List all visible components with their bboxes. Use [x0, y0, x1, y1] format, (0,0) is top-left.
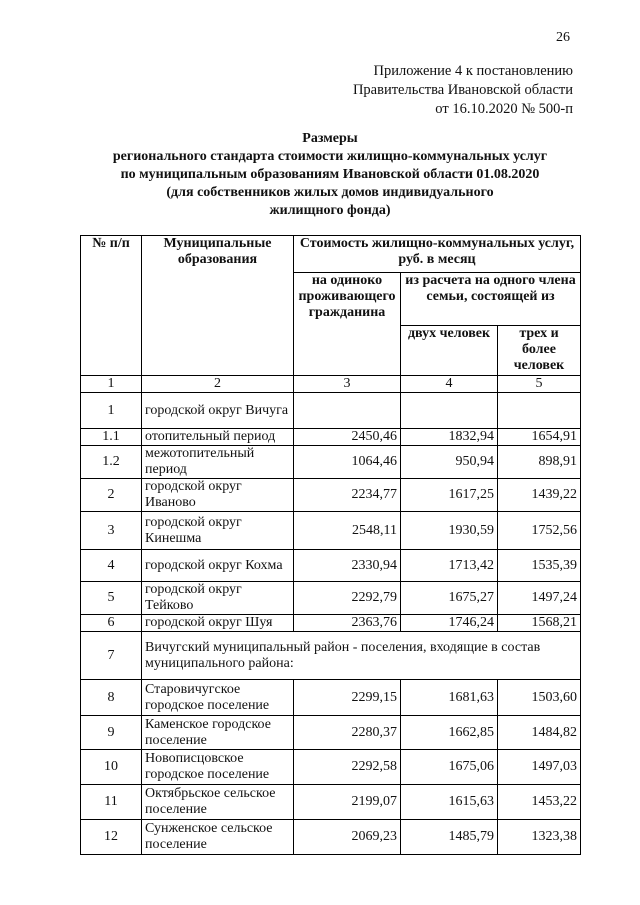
table-row — [81, 680, 581, 716]
header-single: на одиноко проживающего гражданина — [294, 273, 401, 376]
cost-single — [294, 393, 401, 429]
cost-two: 950,94 — [401, 446, 498, 479]
row-number: 10 — [81, 750, 142, 785]
cost-single: 2199,07 — [294, 785, 401, 820]
table-row — [81, 716, 581, 750]
title-line: регионального стандарта стоимости жилищно-коммунальных услуг — [112, 149, 548, 164]
table-row — [81, 446, 581, 479]
cost-three-plus: 1654,91 — [498, 429, 581, 446]
table-row — [81, 550, 581, 582]
cost-two — [401, 393, 498, 429]
page-number: 26 — [556, 30, 570, 45]
table-row — [81, 632, 581, 680]
municipality-name: городской округ Шуя — [142, 615, 294, 632]
cost-three-plus: 1453,22 — [498, 785, 581, 820]
header-num: № п/п — [81, 236, 142, 376]
cost-three-plus — [498, 393, 581, 429]
municipality-name: отопительный период — [142, 429, 294, 446]
table-row — [81, 750, 581, 785]
cost-single: 2450,46 — [294, 429, 401, 446]
municipality-name: Сунженское сельское поселение — [142, 820, 294, 855]
cost-two: 1832,94 — [401, 429, 498, 446]
row-number: 1.1 — [81, 429, 142, 446]
row-number: 8 — [81, 680, 142, 716]
table-row — [81, 429, 581, 446]
row-number: 4 — [81, 550, 142, 582]
cost-two: 1675,27 — [401, 582, 498, 615]
cost-two: 1746,24 — [401, 615, 498, 632]
cost-three-plus: 1484,82 — [498, 716, 581, 750]
table-row — [81, 393, 581, 429]
cost-two: 1681,63 — [401, 680, 498, 716]
header-three-plus: трех и более человек — [498, 326, 581, 376]
table-row — [81, 615, 581, 632]
cost-two: 1615,63 — [401, 785, 498, 820]
row-number: 9 — [81, 716, 142, 750]
municipality-name: межотопительный период — [142, 446, 294, 479]
row-number: 5 — [81, 582, 142, 615]
municipality-name: городской округ Кохма — [142, 550, 294, 582]
document-title — [60, 130, 600, 220]
cost-three-plus: 1497,03 — [498, 750, 581, 785]
cost-single: 2280,37 — [294, 716, 401, 750]
table-row — [81, 479, 581, 512]
municipality-name: городской округ Вичуга — [142, 393, 294, 429]
header-municipality: Муниципальные образования — [142, 236, 294, 376]
appendix-note — [253, 62, 573, 119]
row-number: 6 — [81, 615, 142, 632]
municipality-name: Новописцовское городское поселение — [142, 750, 294, 785]
row-number: 2 — [81, 479, 142, 512]
cost-three-plus: 1503,60 — [498, 680, 581, 716]
title-line: (для собственников жилых домов индивидуального — [166, 185, 494, 200]
cost-two: 1930,59 — [401, 512, 498, 550]
municipality-name: городской округ Иваново — [142, 479, 294, 512]
cost-three-plus: 898,91 — [498, 446, 581, 479]
cost-single: 2548,11 — [294, 512, 401, 550]
row-number: 7 — [81, 632, 142, 680]
table-row — [81, 820, 581, 855]
cost-three-plus: 1535,39 — [498, 550, 581, 582]
cost-single: 2069,23 — [294, 820, 401, 855]
title-line: Размеры — [302, 131, 358, 146]
cost-two: 1713,42 — [401, 550, 498, 582]
column-number: 4 — [401, 376, 498, 393]
column-number: 1 — [81, 376, 142, 393]
cost-three-plus: 1439,22 — [498, 479, 581, 512]
cost-single: 2292,58 — [294, 750, 401, 785]
header-per-member: из расчета на одного члена семьи, состоящей из — [401, 273, 581, 326]
municipality-name: Вичугский муниципальный район - поселения, входящие в состав муниципального района: — [142, 632, 581, 680]
table-body — [81, 376, 581, 855]
appendix-line: Приложение 4 к постановлению — [373, 63, 573, 79]
row-number: 1.2 — [81, 446, 142, 479]
cost-two: 1675,06 — [401, 750, 498, 785]
municipality-name: Октябрьское сельское поселение — [142, 785, 294, 820]
municipality-name: городской округ Тейково — [142, 582, 294, 615]
cost-single: 2330,94 — [294, 550, 401, 582]
cost-two: 1662,85 — [401, 716, 498, 750]
municipality-name: Старовичугское городское поселение — [142, 680, 294, 716]
column-number: 3 — [294, 376, 401, 393]
cost-two: 1617,25 — [401, 479, 498, 512]
row-number: 1 — [81, 393, 142, 429]
cost-three-plus: 1568,21 — [498, 615, 581, 632]
row-number: 11 — [81, 785, 142, 820]
title-line: жилищного фонда) — [269, 203, 391, 218]
column-number: 5 — [498, 376, 581, 393]
cost-single: 2292,79 — [294, 582, 401, 615]
appendix-line: от 16.10.2020 № 500-п — [435, 101, 573, 117]
municipality-name: Каменское городское поселение — [142, 716, 294, 750]
municipality-name: городской округ Кинешма — [142, 512, 294, 550]
table-row — [81, 512, 581, 550]
cost-single: 2234,77 — [294, 479, 401, 512]
header-cost: Стоимость жилищно-коммунальных услуг, руб. в месяц — [294, 236, 581, 273]
row-number: 3 — [81, 512, 142, 550]
cost-two: 1485,79 — [401, 820, 498, 855]
column-number: 2 — [142, 376, 294, 393]
cost-three-plus: 1497,24 — [498, 582, 581, 615]
column-number-row — [81, 376, 581, 393]
cost-single: 2363,76 — [294, 615, 401, 632]
appendix-line: Правительства Ивановской области — [352, 82, 573, 98]
cost-three-plus: 1323,38 — [498, 820, 581, 855]
cost-three-plus: 1752,56 — [498, 512, 581, 550]
table-row — [81, 582, 581, 615]
cost-single: 2299,15 — [294, 680, 401, 716]
table-row — [81, 785, 581, 820]
row-number: 12 — [81, 820, 142, 855]
header-two: двух человек — [401, 326, 498, 376]
title-line: по муниципальным образованиям Ивановской области 01.08.2020 — [120, 167, 540, 182]
cost-single: 1064,46 — [294, 446, 401, 479]
cost-table — [80, 235, 581, 855]
